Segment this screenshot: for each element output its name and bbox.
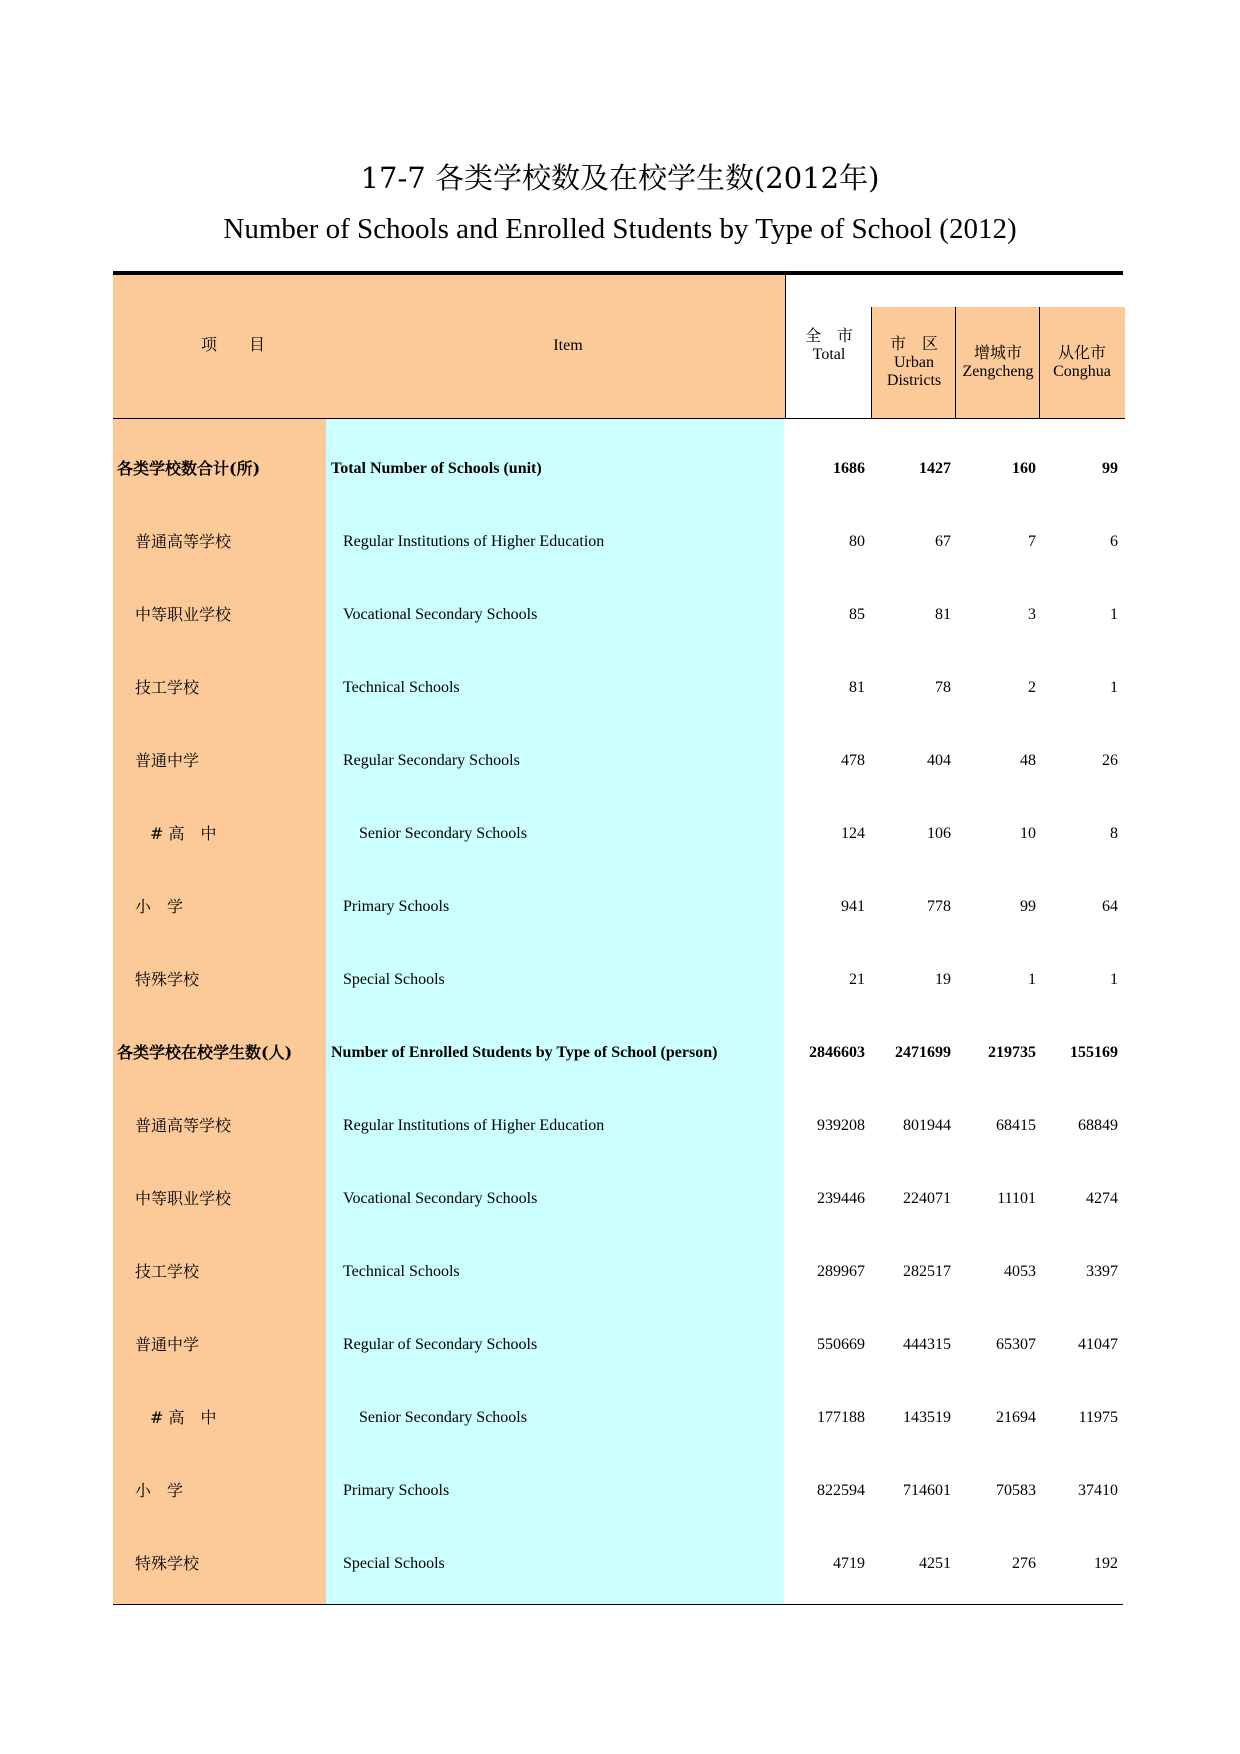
cell-zengcheng: 276 [1012, 1555, 1036, 1572]
row-label-cn: 特殊学校 [135, 1554, 200, 1573]
cell-urban-districts: 778 [927, 898, 951, 915]
cell-urban-districts: 282517 [903, 1263, 951, 1280]
table-row [113, 1089, 1123, 1162]
table-row [113, 724, 1123, 797]
row-label-en: Technical Schools [343, 1263, 460, 1280]
header-item-cn: 项 目 [200, 337, 265, 354]
row-label-en: Senior Secondary Schools [359, 825, 527, 842]
cell-zengcheng: 219735 [988, 1044, 1036, 1061]
header-item-cell [113, 275, 785, 419]
cell-conghua: 155169 [1070, 1044, 1118, 1061]
table-row [113, 1235, 1123, 1308]
cell-conghua: 11975 [1078, 1409, 1118, 1426]
cell-zengcheng: 7 [1028, 533, 1036, 550]
row-label-en: Special Schools [343, 971, 445, 988]
cell-zengcheng: 70583 [996, 1482, 1036, 1499]
cell-total: 4719 [833, 1555, 865, 1572]
table-row [113, 505, 1123, 578]
table-row [113, 797, 1123, 870]
cell-urban-districts: 81 [935, 606, 951, 623]
row-label-cn: 普通中学 [135, 751, 200, 770]
table-row [113, 870, 1123, 943]
cell-urban-districts: 801944 [903, 1117, 951, 1134]
row-label-en: Vocational Secondary Schools [343, 606, 538, 623]
cell-urban-districts: 444315 [903, 1336, 951, 1353]
table-row [113, 578, 1123, 651]
row-label-en: Senior Secondary Schools [359, 1409, 527, 1426]
cell-total: 478 [841, 752, 865, 769]
page-title-chinese: 17-7 各类学校数及在校学生数(2012年) [360, 161, 880, 195]
cell-total: 941 [841, 898, 865, 915]
cell-total: 81 [849, 679, 865, 696]
row-label-cn: 中等职业学校 [135, 605, 232, 624]
cell-zengcheng: 99 [1020, 898, 1036, 915]
header-urban-cell [871, 307, 956, 419]
table-row [113, 651, 1123, 724]
cell-zengcheng: 2 [1028, 679, 1036, 696]
header-total-en: Total [812, 346, 846, 363]
cell-total: 124 [841, 825, 865, 842]
row-label-cn: 特殊学校 [135, 970, 200, 989]
cell-zengcheng: 68415 [996, 1117, 1036, 1134]
row-label-cn: 各类学校在校学生数(人) [117, 1043, 293, 1062]
cell-urban-districts: 19 [935, 971, 951, 988]
header-urban-en1: Urban [894, 354, 934, 371]
row-label-en: Regular Institutions of Higher Education [343, 533, 605, 550]
cell-total: 550669 [817, 1336, 865, 1353]
row-label-cn: 普通高等学校 [135, 532, 232, 551]
page-title-english: Number of Schools and Enrolled Students by Type of School (2012) [223, 213, 1017, 245]
cell-total: 939208 [817, 1117, 865, 1134]
table-row [113, 1381, 1123, 1454]
row-label-en: Total Number of Schools (unit) [331, 460, 542, 477]
header-urban-en2: Districts [886, 372, 942, 389]
row-label-cn: 小 学 [135, 1481, 184, 1500]
table-row [113, 1162, 1123, 1235]
header-conghua-cell [1039, 307, 1125, 419]
header-total-cn: 全 市 [804, 328, 853, 345]
table-row [113, 1308, 1123, 1381]
cell-urban-districts: 1427 [919, 460, 951, 477]
table-row [113, 1454, 1123, 1527]
cell-zengcheng: 11101 [997, 1190, 1036, 1207]
row-label-en: Special Schools [343, 1555, 445, 1572]
cell-urban-districts: 78 [935, 679, 951, 696]
cell-conghua: 6 [1110, 533, 1118, 550]
header-urban-cn: 市 区 [889, 336, 938, 353]
cell-total: 289967 [817, 1263, 865, 1280]
table-row [113, 1016, 1123, 1089]
cell-zengcheng: 4053 [1004, 1263, 1036, 1280]
row-label-en: Number of Enrolled Students by Type of School (person) [331, 1044, 718, 1061]
row-label-en: Primary Schools [343, 1482, 450, 1499]
table-header [113, 275, 1123, 419]
cell-conghua: 64 [1102, 898, 1118, 915]
row-label-en: Regular Institutions of Higher Education [343, 1117, 605, 1134]
row-label-cn: 技工学校 [135, 678, 200, 697]
cell-zengcheng: 48 [1020, 752, 1036, 769]
cell-urban-districts: 714601 [903, 1482, 951, 1499]
row-label-en: Technical Schools [343, 679, 460, 696]
cell-zengcheng: 1 [1028, 971, 1036, 988]
cell-zengcheng: 3 [1028, 606, 1036, 623]
cell-urban-districts: 404 [927, 752, 951, 769]
cell-urban-districts: 106 [927, 825, 951, 842]
cell-conghua: 68849 [1078, 1117, 1118, 1134]
cell-zengcheng: 10 [1020, 825, 1036, 842]
row-label-cn: 中等职业学校 [135, 1189, 232, 1208]
row-label-cn: # 高 中 [150, 824, 217, 843]
cell-urban-districts: 224071 [903, 1190, 951, 1207]
cell-conghua: 192 [1094, 1555, 1118, 1572]
cell-urban-districts: 67 [935, 533, 951, 550]
header-conghua-en: Conghua [1053, 363, 1111, 380]
cell-conghua: 4274 [1086, 1190, 1118, 1207]
row-label-cn: 普通高等学校 [135, 1116, 232, 1135]
cell-conghua: 1 [1110, 679, 1118, 696]
cell-total: 21 [849, 971, 865, 988]
header-zengcheng-en: Zengcheng [962, 363, 1034, 380]
cell-conghua: 26 [1102, 752, 1118, 769]
cell-total: 239446 [817, 1190, 865, 1207]
table-row [113, 432, 1123, 505]
cell-conghua: 37410 [1078, 1482, 1118, 1499]
cell-total: 85 [849, 606, 865, 623]
cell-total: 822594 [817, 1482, 865, 1499]
cell-conghua: 3397 [1086, 1263, 1118, 1280]
cell-zengcheng: 160 [1012, 460, 1036, 477]
row-label-cn: 小 学 [135, 897, 184, 916]
row-label-en: Primary Schools [343, 898, 450, 915]
cell-total: 80 [849, 533, 865, 550]
cell-total: 1686 [833, 460, 865, 477]
cell-conghua: 41047 [1078, 1336, 1118, 1353]
row-label-en: Regular Secondary Schools [343, 752, 520, 769]
cell-conghua: 1 [1110, 606, 1118, 623]
cell-conghua: 99 [1102, 460, 1118, 477]
row-label-cn: 普通中学 [135, 1335, 200, 1354]
cell-conghua: 1 [1110, 971, 1118, 988]
cell-urban-districts: 4251 [919, 1555, 951, 1572]
cell-conghua: 8 [1110, 825, 1118, 842]
header-item-en: Item [553, 337, 583, 354]
cell-total: 2846603 [809, 1044, 865, 1061]
cell-total: 177188 [817, 1409, 865, 1426]
header-zengcheng-cell [955, 307, 1040, 419]
row-label-cn: 各类学校数合计(所) [117, 459, 261, 478]
cell-urban-districts: 2471699 [895, 1044, 951, 1061]
cell-zengcheng: 65307 [996, 1336, 1036, 1353]
cell-urban-districts: 143519 [903, 1409, 951, 1426]
table-row [113, 943, 1123, 1016]
header-total-cell [785, 275, 872, 419]
cell-zengcheng: 21694 [996, 1409, 1036, 1426]
header-zengcheng-cn: 增城市 [973, 345, 1022, 362]
row-label-en: Vocational Secondary Schools [343, 1190, 538, 1207]
row-label-cn: # 高 中 [150, 1408, 217, 1427]
row-label-en: Regular of Secondary Schools [343, 1336, 538, 1353]
header-conghua-cn: 从化市 [1057, 345, 1106, 362]
row-label-cn: 技工学校 [135, 1262, 200, 1281]
table-row [113, 1527, 1123, 1600]
table-bottom-rule [113, 1604, 1123, 1605]
